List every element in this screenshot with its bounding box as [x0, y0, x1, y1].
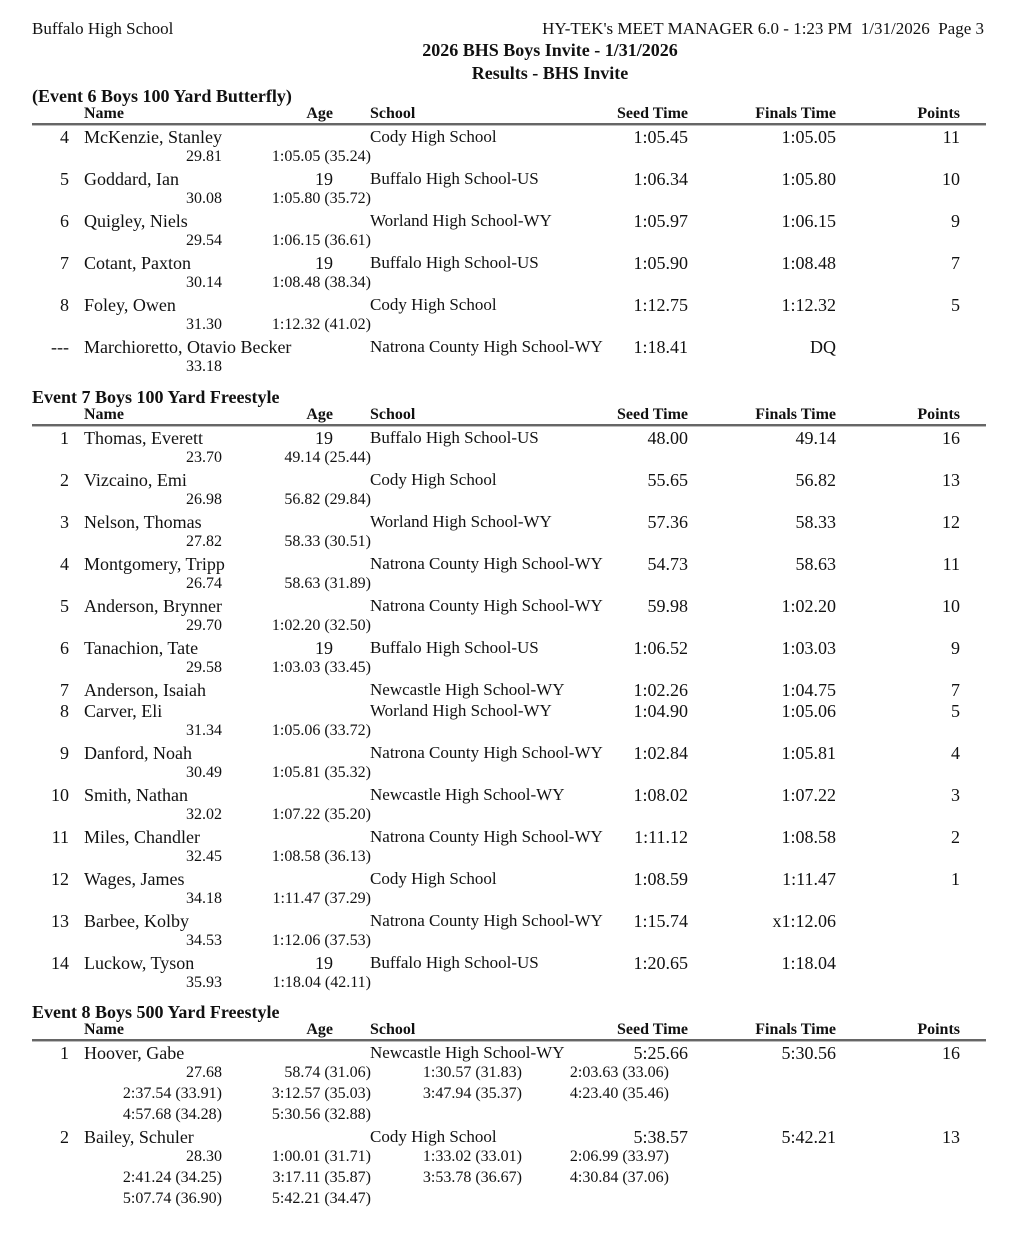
- finals-time: 56.82: [795, 470, 836, 490]
- finals-time: 1:08.58: [781, 827, 836, 847]
- points: 11: [942, 127, 960, 147]
- school: Buffalo High School-US: [370, 953, 539, 972]
- finals-time: DQ: [810, 337, 836, 357]
- splits-line: [0, 533, 1026, 554]
- result-row: [0, 127, 1026, 169]
- split-time: 32.02: [186, 806, 222, 823]
- column-header-row: [0, 1021, 1026, 1041]
- swimmer-name: Smith, Nathan: [84, 785, 188, 805]
- splits-line: [0, 932, 1026, 953]
- age: 19: [315, 428, 333, 448]
- header-divider: [32, 1039, 986, 1042]
- result-row: [0, 337, 1026, 379]
- split-time: 5:42.21 (34.47): [271, 1190, 371, 1207]
- seed-time: 1:08.02: [633, 785, 688, 805]
- points: 13: [942, 470, 960, 490]
- points: 12: [942, 512, 960, 532]
- column-header-name: Name: [84, 1021, 124, 1038]
- split-time: 34.53: [186, 932, 222, 949]
- school: Natrona County High School-WY: [370, 596, 603, 615]
- split-time: 1:12.06 (37.53): [271, 932, 371, 949]
- split-time: 2:41.24 (34.25): [122, 1169, 222, 1186]
- header-divider: [32, 424, 986, 427]
- result-row: [0, 911, 1026, 953]
- splits-line: [0, 848, 1026, 869]
- school: Newcastle High School-WY: [370, 785, 565, 804]
- event-title: (Event 6 Boys 100 Yard Butterfly): [32, 86, 292, 106]
- place: 7: [60, 253, 69, 273]
- seed-time: 5:38.57: [633, 1127, 688, 1147]
- split-time: 34.18: [186, 890, 222, 907]
- split-time: 2:37.54 (33.91): [122, 1085, 222, 1102]
- school: Natrona County High School-WY: [370, 911, 603, 930]
- split-time: 1:05.80 (35.72): [271, 190, 371, 207]
- seed-time: 5:25.66: [633, 1043, 688, 1063]
- column-header-finals-time: Finals Time: [755, 105, 836, 122]
- splits-line: [0, 1190, 1026, 1211]
- splits-line: [0, 190, 1026, 211]
- swimmer-name: Montgomery, Tripp: [84, 554, 225, 574]
- points: 5: [951, 295, 960, 315]
- points: 7: [951, 680, 960, 700]
- school: Worland High School-WY: [370, 701, 552, 720]
- split-time: 30.08: [186, 190, 222, 207]
- place: 2: [60, 1127, 69, 1147]
- split-time: 1:05.05 (35.24): [271, 148, 371, 165]
- swimmer-name: Wages, James: [84, 869, 185, 889]
- seed-time: 48.00: [647, 428, 688, 448]
- seed-time: 55.65: [647, 470, 688, 490]
- swimmer-name: Goddard, Ian: [84, 169, 179, 189]
- age: 19: [315, 169, 333, 189]
- results-list: [0, 428, 1026, 995]
- points: 1: [951, 869, 960, 889]
- column-header-age: Age: [306, 1021, 333, 1038]
- result-row: [0, 743, 1026, 785]
- place: 10: [51, 785, 69, 805]
- split-time: 1:33.02 (33.01): [422, 1148, 522, 1165]
- points: 3: [951, 785, 960, 805]
- result-row: [0, 1127, 1026, 1211]
- place: 8: [60, 295, 69, 315]
- finals-time: 1:12.32: [781, 295, 836, 315]
- results-list: [0, 127, 1026, 379]
- split-time: 31.30: [186, 316, 222, 333]
- seed-time: 1:06.52: [633, 638, 688, 658]
- swimmer-name: Danford, Noah: [84, 743, 192, 763]
- split-time: 29.70: [186, 617, 222, 634]
- split-time: 4:57.68 (34.28): [122, 1106, 222, 1123]
- column-header-points: Points: [917, 1021, 960, 1038]
- place: 1: [60, 1043, 69, 1063]
- school: Buffalo High School-US: [370, 638, 539, 657]
- place: 9: [60, 743, 69, 763]
- finals-time: 58.63: [795, 554, 836, 574]
- seed-time: 1:04.90: [633, 701, 688, 721]
- split-time: 49.14 (25.44): [284, 449, 371, 466]
- place: 4: [60, 554, 69, 574]
- points: 5: [951, 701, 960, 721]
- split-time: 28.30: [186, 1148, 222, 1165]
- place: 13: [51, 911, 69, 931]
- age: 19: [315, 638, 333, 658]
- school: Natrona County High School-WY: [370, 827, 603, 846]
- school: Worland High School-WY: [370, 512, 552, 531]
- place: 6: [60, 638, 69, 658]
- column-header-age: Age: [306, 105, 333, 122]
- swimmer-name: Anderson, Isaiah: [84, 680, 206, 700]
- school: Newcastle High School-WY: [370, 680, 565, 699]
- swimmer-name: Marchioretto, Otavio Becker: [84, 337, 292, 357]
- finals-time: 1:08.48: [781, 253, 836, 273]
- swimmer-name: Quigley, Niels: [84, 211, 188, 231]
- swimmer-name: Nelson, Thomas: [84, 512, 202, 532]
- column-header-seed-time: Seed Time: [617, 105, 688, 122]
- split-time: 3:53.78 (36.67): [422, 1169, 522, 1186]
- split-time: 33.18: [186, 358, 222, 375]
- result-row: [0, 953, 1026, 995]
- result-row: [0, 638, 1026, 680]
- result-row: [0, 169, 1026, 211]
- splits-line: [0, 974, 1026, 995]
- finals-time: 1:07.22: [781, 785, 836, 805]
- finals-time: 5:42.21: [781, 1127, 836, 1147]
- points: 10: [942, 596, 960, 616]
- swimmer-name: Bailey, Schuler: [84, 1127, 194, 1147]
- column-header-points: Points: [917, 406, 960, 423]
- column-header-seed-time: Seed Time: [617, 406, 688, 423]
- points: 2: [951, 827, 960, 847]
- header-divider: [32, 123, 986, 126]
- seed-time: 59.98: [647, 596, 688, 616]
- results-title: Results - BHS Invite: [471, 63, 629, 83]
- swimmer-name: Anderson, Brynner: [84, 596, 222, 616]
- result-row: [0, 785, 1026, 827]
- seed-time: 1:12.75: [633, 295, 688, 315]
- split-time: 1:02.20 (32.50): [271, 617, 371, 634]
- splits-line: [0, 764, 1026, 785]
- place: 14: [51, 953, 69, 973]
- split-time: 2:06.99 (33.97): [569, 1148, 669, 1165]
- points: 16: [942, 428, 960, 448]
- school: Cody High School: [370, 869, 497, 888]
- result-row: [0, 211, 1026, 253]
- swimmer-name: Foley, Owen: [84, 295, 176, 315]
- splits-line: [0, 449, 1026, 470]
- seed-time: 57.36: [647, 512, 688, 532]
- split-time: 1:05.81 (35.32): [271, 764, 371, 781]
- school: Cody High School: [370, 1127, 497, 1146]
- column-header-seed-time: Seed Time: [617, 1021, 688, 1038]
- school: Natrona County High School-WY: [370, 554, 603, 573]
- swimmer-name: Barbee, Kolby: [84, 911, 189, 931]
- school: Cody High School: [370, 127, 497, 146]
- finals-time: 58.33: [795, 512, 836, 532]
- school: Natrona County High School-WY: [370, 337, 603, 356]
- split-time: 4:23.40 (35.46): [569, 1085, 669, 1102]
- splits-line: [0, 1064, 1026, 1085]
- results-list: [0, 1043, 1026, 1211]
- seed-time: 54.73: [647, 554, 688, 574]
- swimmer-name: Luckow, Tyson: [84, 953, 195, 973]
- points: 10: [942, 169, 960, 189]
- split-time: 1:06.15 (36.61): [271, 232, 371, 249]
- school: Buffalo High School-US: [370, 253, 539, 272]
- place: 6: [60, 211, 69, 231]
- result-row: [0, 827, 1026, 869]
- swimmer-name: Thomas, Everett: [84, 428, 203, 448]
- split-time: 30.14: [186, 274, 222, 291]
- splits-line: [0, 491, 1026, 512]
- points: 7: [951, 253, 960, 273]
- place: 7: [60, 680, 69, 700]
- event-title: Event 8 Boys 500 Yard Freestyle: [32, 1002, 280, 1022]
- result-row: [0, 680, 1026, 701]
- split-time: 58.74 (31.06): [284, 1064, 371, 1081]
- school: Buffalo High School-US: [370, 169, 539, 188]
- points: 13: [942, 1127, 960, 1147]
- finals-time: 1:18.04: [781, 953, 836, 973]
- splits-line: [0, 617, 1026, 638]
- splits-line: [0, 575, 1026, 596]
- split-time: 29.58: [186, 659, 222, 676]
- split-time: 26.98: [186, 491, 222, 508]
- age: 19: [315, 953, 333, 973]
- finals-time: 1:05.06: [781, 701, 836, 721]
- seed-time: 1:05.45: [633, 127, 688, 147]
- split-time: 5:07.74 (36.90): [122, 1190, 222, 1207]
- split-time: 58.63 (31.89): [284, 575, 371, 592]
- place: 2: [60, 470, 69, 490]
- seed-time: 1:15.74: [633, 911, 688, 931]
- points: 16: [942, 1043, 960, 1063]
- split-time: 27.82: [186, 533, 222, 550]
- splits-line: [0, 1085, 1026, 1106]
- splits-line: [0, 659, 1026, 680]
- column-header-finals-time: Finals Time: [755, 406, 836, 423]
- column-header-name: Name: [84, 105, 124, 122]
- points: 4: [951, 743, 960, 763]
- finals-time: 1:04.75: [781, 680, 836, 700]
- result-row: [0, 1043, 1026, 1127]
- points: 9: [951, 638, 960, 658]
- split-time: 58.33 (30.51): [284, 533, 371, 550]
- seed-time: 1:08.59: [633, 869, 688, 889]
- splits-line: [0, 358, 1026, 379]
- column-header-school: School: [370, 105, 416, 122]
- result-row: [0, 554, 1026, 596]
- split-time: 27.68: [186, 1064, 222, 1081]
- column-header-age: Age: [306, 406, 333, 423]
- result-row: [0, 869, 1026, 911]
- split-time: 1:12.32 (41.02): [271, 316, 371, 333]
- splits-line: [0, 806, 1026, 827]
- splits-line: [0, 722, 1026, 743]
- swimmer-name: McKenzie, Stanley: [84, 127, 222, 147]
- swimmer-name: Miles, Chandler: [84, 827, 200, 847]
- split-time: 1:05.06 (33.72): [271, 722, 371, 739]
- place: 3: [60, 512, 69, 532]
- result-row: [0, 253, 1026, 295]
- software-info: HY-TEK's MEET MANAGER 6.0 - 1:23 PM 1/31/2026 Page 3: [542, 19, 984, 38]
- page-header: [0, 0, 1026, 90]
- place: 5: [60, 169, 69, 189]
- host-school: Buffalo High School: [32, 19, 174, 38]
- split-time: 3:47.94 (35.37): [422, 1085, 522, 1102]
- school: Natrona County High School-WY: [370, 743, 603, 762]
- splits-line: [0, 1169, 1026, 1190]
- column-header-row: [0, 406, 1026, 426]
- split-time: 32.45: [186, 848, 222, 865]
- splits-line: [0, 274, 1026, 295]
- meet-title: 2026 BHS Boys Invite - 1/31/2026: [422, 40, 678, 60]
- school: Cody High School: [370, 295, 497, 314]
- finals-time: 1:05.80: [781, 169, 836, 189]
- place: 11: [51, 827, 69, 847]
- result-row: [0, 470, 1026, 512]
- finals-time: 1:02.20: [781, 596, 836, 616]
- split-time: 1:00.01 (31.71): [271, 1148, 371, 1165]
- age: 19: [315, 253, 333, 273]
- finals-time: x1:12.06: [772, 911, 836, 931]
- split-time: 2:03.63 (33.06): [569, 1064, 669, 1081]
- column-header-finals-time: Finals Time: [755, 1021, 836, 1038]
- result-row: [0, 295, 1026, 337]
- points: 9: [951, 211, 960, 231]
- split-time: 29.81: [186, 148, 222, 165]
- column-header-points: Points: [917, 105, 960, 122]
- split-time: 31.34: [186, 722, 222, 739]
- split-time: 1:11.47 (37.29): [272, 890, 371, 907]
- split-time: 1:30.57 (31.83): [422, 1064, 522, 1081]
- place: 8: [60, 701, 69, 721]
- finals-time: 1:06.15: [781, 211, 836, 231]
- finals-time: 1:11.47: [782, 869, 836, 889]
- school: Buffalo High School-US: [370, 428, 539, 447]
- swimmer-name: Carver, Eli: [84, 701, 163, 721]
- swimmer-name: Cotant, Paxton: [84, 253, 191, 273]
- split-time: 5:30.56 (32.88): [271, 1106, 371, 1123]
- place: 5: [60, 596, 69, 616]
- seed-time: 1:11.12: [634, 827, 688, 847]
- result-row: [0, 701, 1026, 743]
- seed-time: 1:05.97: [633, 211, 688, 231]
- school: Newcastle High School-WY: [370, 1043, 565, 1062]
- swimmer-name: Tanachion, Tate: [84, 638, 199, 658]
- place: 12: [51, 869, 69, 889]
- result-row: [0, 596, 1026, 638]
- split-time: 35.93: [186, 974, 222, 991]
- split-time: 1:18.04 (42.11): [272, 974, 371, 991]
- school: Cody High School: [370, 470, 497, 489]
- event-title: Event 7 Boys 100 Yard Freestyle: [32, 387, 280, 407]
- place: 1: [60, 428, 69, 448]
- split-time: 1:03.03 (33.45): [271, 659, 371, 676]
- seed-time: 1:02.84: [633, 743, 688, 763]
- seed-time: 1:18.41: [633, 337, 688, 357]
- split-time: 1:08.58 (36.13): [271, 848, 371, 865]
- seed-time: 1:02.26: [633, 680, 688, 700]
- seed-time: 1:06.34: [633, 169, 688, 189]
- column-header-row: [0, 105, 1026, 125]
- finals-time: 1:05.05: [781, 127, 836, 147]
- split-time: 1:08.48 (38.34): [271, 274, 371, 291]
- split-time: 56.82 (29.84): [284, 491, 371, 508]
- swimmer-name: Vizcaino, Emi: [84, 470, 187, 490]
- splits-line: [0, 1106, 1026, 1127]
- split-time: 29.54: [186, 232, 222, 249]
- seed-time: 1:05.90: [633, 253, 688, 273]
- column-header-school: School: [370, 1021, 416, 1038]
- splits-line: [0, 232, 1026, 253]
- split-time: 1:07.22 (35.20): [271, 806, 371, 823]
- place: 4: [60, 127, 69, 147]
- result-row: [0, 512, 1026, 554]
- place: ---: [51, 337, 69, 357]
- points: 11: [942, 554, 960, 574]
- finals-time: 1:05.81: [781, 743, 836, 763]
- finals-time: 5:30.56: [781, 1043, 836, 1063]
- split-time: 23.70: [186, 449, 222, 466]
- swimmer-name: Hoover, Gabe: [84, 1043, 185, 1063]
- column-header-school: School: [370, 406, 416, 423]
- split-time: 3:17.11 (35.87): [272, 1169, 371, 1186]
- school: Worland High School-WY: [370, 211, 552, 230]
- split-time: 4:30.84 (37.06): [569, 1169, 669, 1186]
- seed-time: 1:20.65: [633, 953, 688, 973]
- splits-line: [0, 1148, 1026, 1169]
- splits-line: [0, 316, 1026, 337]
- finals-time: 49.14: [795, 428, 836, 448]
- splits-line: [0, 890, 1026, 911]
- splits-line: [0, 148, 1026, 169]
- result-row: [0, 428, 1026, 470]
- split-time: 30.49: [186, 764, 222, 781]
- split-time: 26.74: [186, 575, 222, 592]
- column-header-name: Name: [84, 406, 124, 423]
- split-time: 3:12.57 (35.03): [271, 1085, 371, 1102]
- finals-time: 1:03.03: [781, 638, 836, 658]
